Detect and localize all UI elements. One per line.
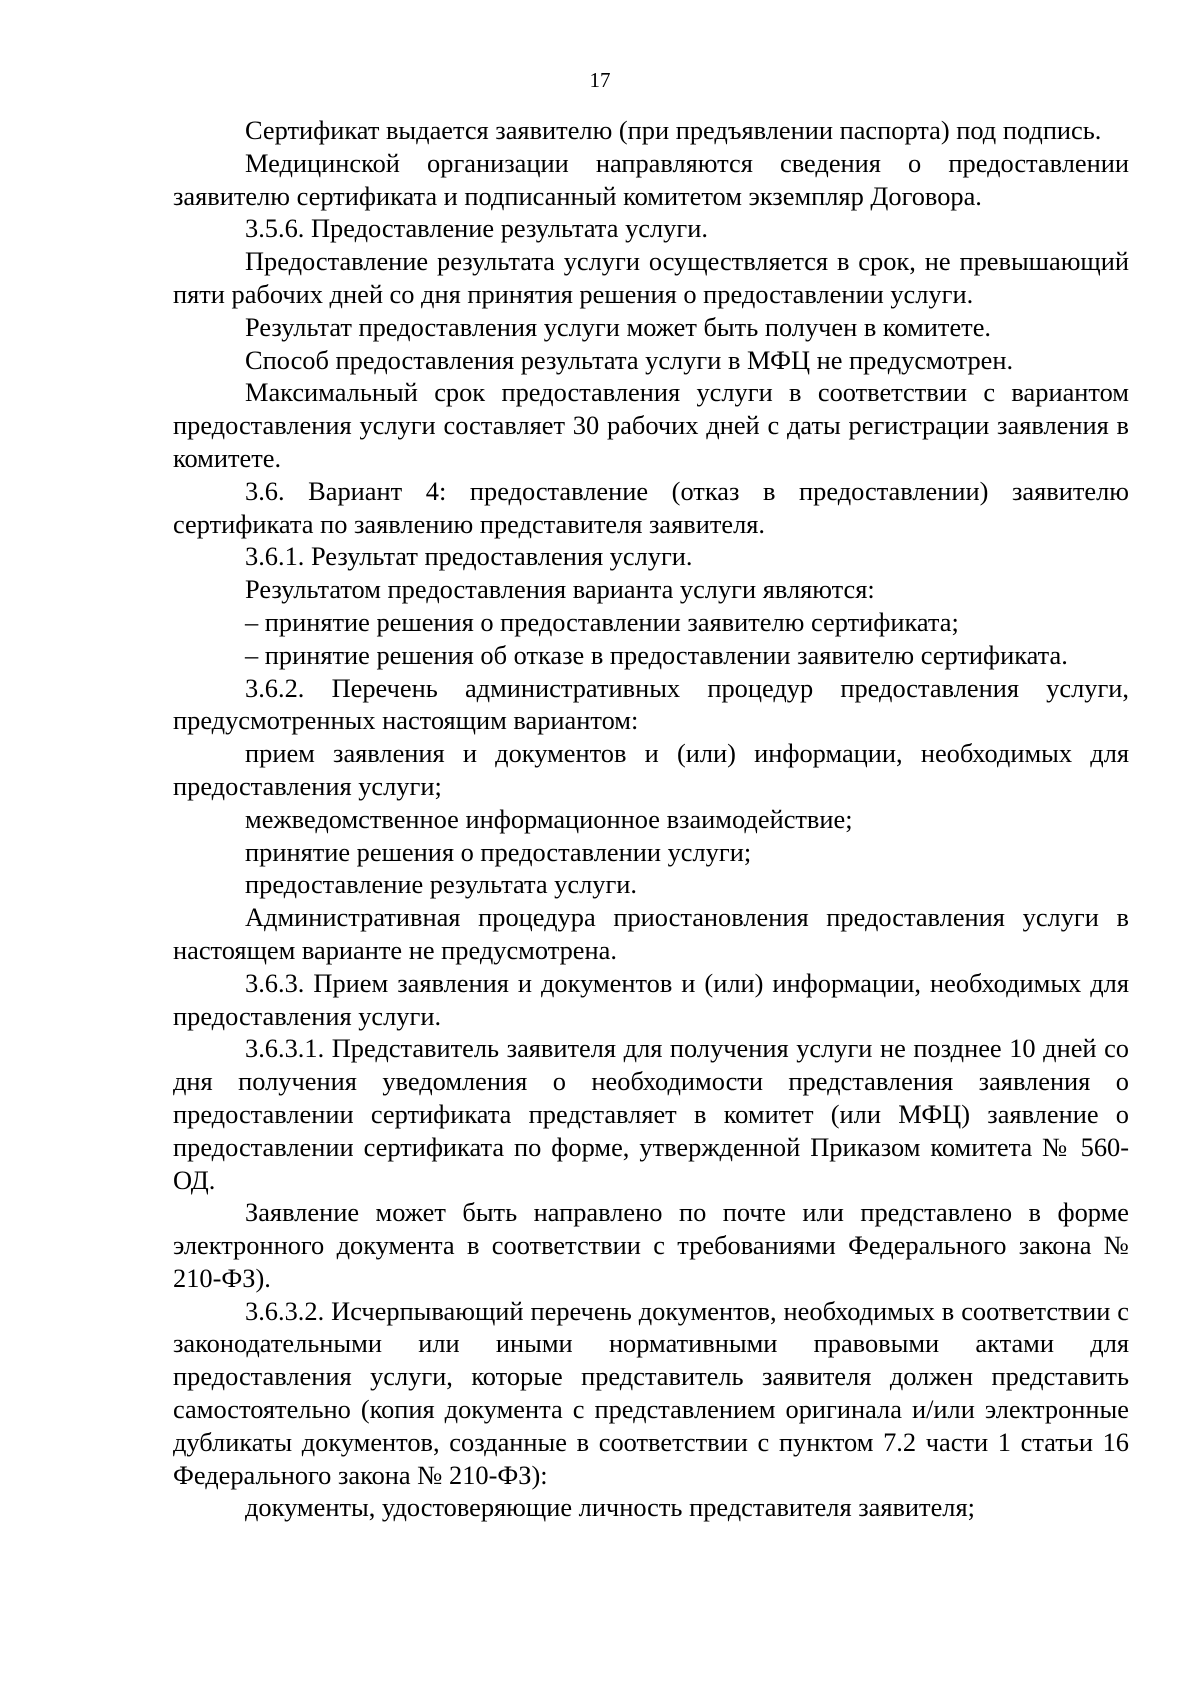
page-number: 17 (589, 68, 611, 92)
list-item-decision-grant: – принятие решения о предоставлении заявителю сертификата; (245, 606, 959, 637)
paragraph-certificate-issue: Сертификат выдается заявителю (при предъявлении паспорта) под подпись. (245, 115, 1102, 145)
paragraph-suspension: Административная процедура приостановления предоставления услуги в настоящем варианте не предусмотрена. (173, 902, 1129, 965)
heading-3-6-3: 3.6.3. Прием заявления и документов и (или) информации, необходимых для предоставления услуги. (173, 967, 1129, 1031)
paragraph-medical-org: Медицинской организации направляются сведения о предоставлении заявителю сертификата и подписанный комитетом экземпляр Договора. (173, 147, 1129, 211)
heading-3-6: 3.6. Вариант 4: предоставление (отказ в предоставлении) заявителю сертификата по заявлению представителя заявителя. (173, 475, 1129, 539)
procedure-item-interagency: межведомственное информационное взаимодействие; (245, 803, 853, 834)
paragraph-identity-documents: документы, удостоверяющие личность представителя заявителя; (245, 1492, 975, 1523)
paragraph-mfc-not-provided: Способ предоставления результата услуги в МФЦ не предусмотрен. (245, 344, 1014, 375)
paragraph-result-term: Предоставление результата услуги осуществляется в срок, не превышающий пяти рабочих дней со дня принятия решения о предоставлении услуги. (173, 246, 1129, 309)
heading-3-5-6: 3.5.6. Предоставление результата услуги. (245, 213, 708, 244)
paragraph-results-list-intro: Результатом предоставления варианта услуги являются: (245, 574, 875, 605)
heading-3-6-1: 3.6.1. Результат предоставления услуги. (245, 541, 693, 572)
paragraph-3-6-3-2: 3.6.3.2. Исчерпывающий перечень документов, необходимых в соответствии с законодательными или иными нормативными правовыми актами для предоставления услуги, которые представитель заявителя должен представить самостоятельно (копия документа с представлением оригинала и/или электронные дубликаты документов, созданные в соответствии с пунктом 7.2 части 1 статьи 16 Федерального закона № 210-ФЗ): (173, 1295, 1129, 1490)
list-item-decision-refuse: – принятие решения об отказе в предоставлении заявителю сертификата. (245, 639, 1068, 670)
procedure-item-result: предоставление результата услуги. (245, 869, 638, 900)
document-body (173, 114, 1129, 1524)
paragraph-mail-electronic: Заявление может быть направлено по почте или представлено в форме электронного документа в соответствии с требованиями Федерального закона № 210-ФЗ). (173, 1197, 1129, 1293)
paragraph-result-committee: Результат предоставления услуги может быть получен в комитете. (245, 311, 992, 342)
heading-3-6-2: 3.6.2. Перечень административных процедур предоставления услуги, предусмотренных настоящим вариантом: (173, 672, 1129, 736)
procedure-item-reception: прием заявления и документов и (или) информации, необходимых для предоставления услуги; (173, 738, 1129, 801)
procedure-item-decision: принятие решения о предоставлении услуги; (245, 836, 752, 867)
paragraph-3-6-3-1: 3.6.3.1. Представитель заявителя для получения услуги не позднее 10 дней со дня получения уведомления о необходимости представления заявления о предоставлении сертификата представляет в комитет (или МФЦ) заявление о предоставлении сертификата по форме, утвержденной Приказом комитета № 560-ОД. (173, 1033, 1129, 1195)
paragraph-max-term: Максимальный срок предоставления услуги в соответствии с вариантом предоставления услуги составляет 30 рабочих дней с даты регистрации заявления в комитете. (173, 377, 1129, 473)
